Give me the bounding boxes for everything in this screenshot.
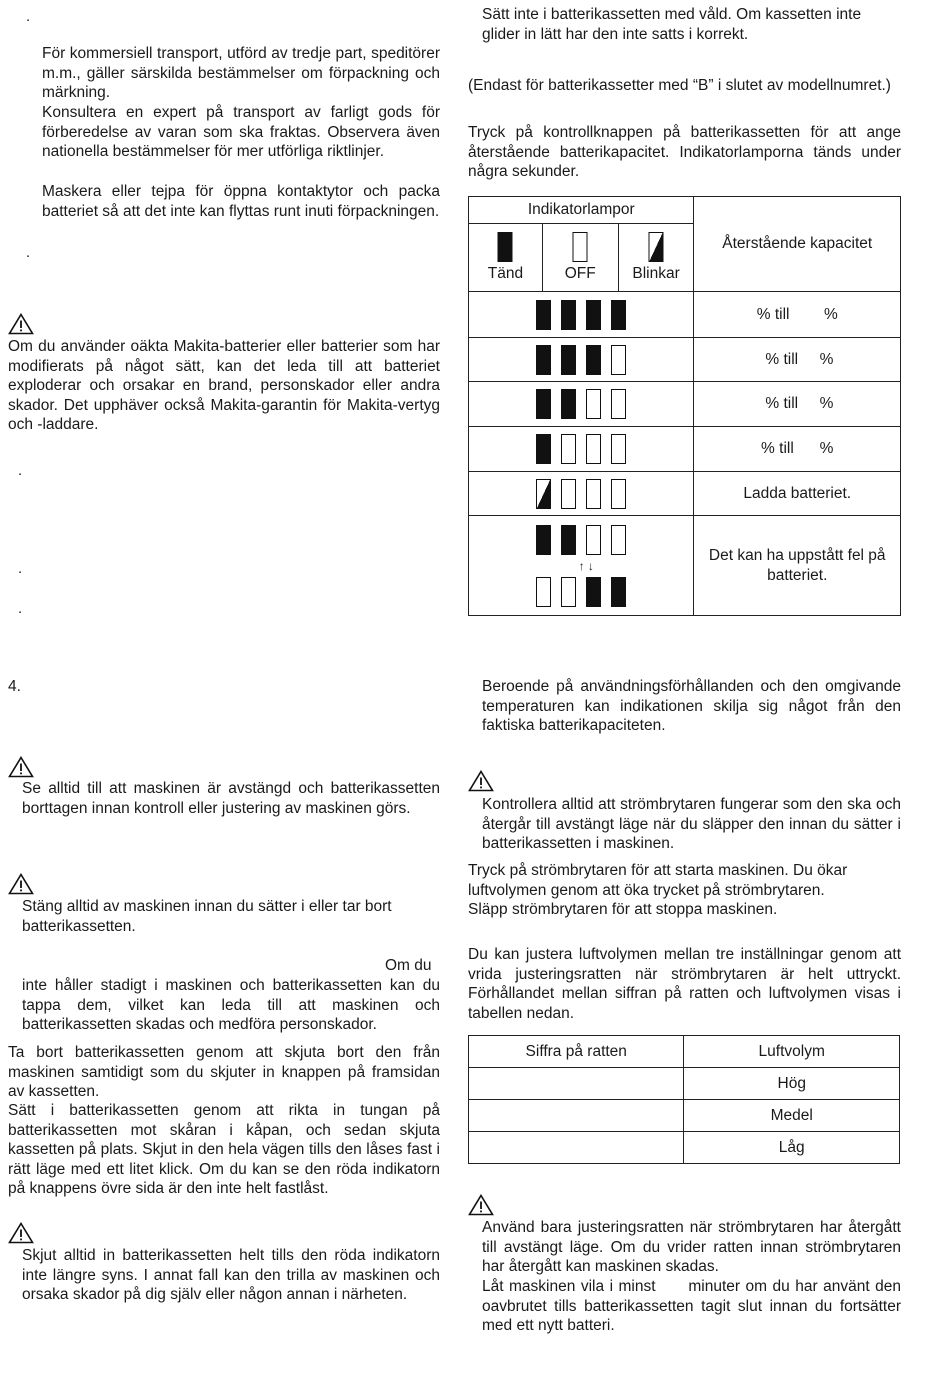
transport-expert-paragraph: Konsultera en expert på transport av farligt gods för förberedelse av varan som ska fraktas. Observera även nationella bestämmelser för mer utförliga riktlinjer. [42,104,440,161]
lamp-on-icon [536,525,551,555]
bullet-dot: . [26,244,31,261]
no-force-note: Sätt inte i batterikassetten med våld. Om kassetten inte glider in lätt har den inte satts i korrekt. [482,6,862,43]
alternating-arrows: ↑ ↓ [578,558,594,573]
charge-battery-text: Ladda batteriet. [694,472,901,516]
check-capacity-text: Tryck på kontrollknappen på batterikassetten för att ange återstående batterikapacitet. Indikatorlamporna tänds under några sekunder. [468,124,901,181]
stop-machine-text: Släpp strömbrytaren för att stoppa maskinen. [468,901,778,918]
warning-triangle-icon [468,770,494,792]
lamp-pattern [469,382,694,427]
capacity-range: % till % [694,427,901,472]
lamp-on-icon [611,577,626,607]
lamp-on-icon [561,300,576,330]
start-machine-text: Tryck på strömbrytaren för att starta maskinen. Du ökar luftvolymen genom att öka trycket på strömbrytaren. [468,862,848,899]
air-volume-cell: Hög [684,1068,900,1100]
genuine-battery-warning: Om du använder oäkta Makita-batterier eller batterier som har modifierats på något sätt, kan det leda till att batteriet exploderar och orsakar en brand, personskador eller andra skador. Det upphäver också Makita-garantin för Makita-vertyg och -laddare. [8,338,440,434]
indicator-header: Indikatorlampor [469,197,694,224]
lamp-on-icon [498,232,513,262]
lamp-off-icon [561,434,576,464]
battery-fault-text: Det kan ha uppstått fel på batteriet. [694,516,901,616]
legend-label: OFF [564,265,596,282]
legend-off [542,224,618,292]
lamp-blinking-icon [536,479,551,509]
hold-firmly-lead: Om du [385,957,432,974]
air-volume-header: Luftvolym [684,1036,900,1068]
rest-machine-text: Låt maskinen vila i minst minuter om du har använt den oavbrutet tills batterikassetten tagit slut innan du fortsätter med ett nytt batteri. [482,1278,906,1335]
lamp-on-icon [586,577,601,607]
lamp-off-icon [573,232,588,262]
lamp-off-icon [561,577,576,607]
section-number: 4. [8,678,21,695]
capacity-range: % till % [694,338,901,382]
lamp-off-icon [586,479,601,509]
lamp-off-icon [611,479,626,509]
lamp-off-icon [561,479,576,509]
lamp-on-icon [536,389,551,419]
air-volume-cell: Medel [684,1100,900,1132]
lamp-pattern-fault [469,516,694,616]
lamp-blinking-icon [649,232,664,262]
legend-label: Tänd [487,265,524,282]
remove-battery-text: Ta bort batterikassetten genom att skjuta bort den från maskinen samtidigt som du skjuter in knappen på framsidan av kassetten. [8,1044,440,1101]
bullet-dot: . [18,462,23,479]
lamp-off-icon [611,389,626,419]
lamp-pattern [469,427,694,472]
conditions-note: Beroende på användningsförhållanden och den omgivande temperaturen kan indikationen skilja sig något från den faktiska batterikapaciteten. [482,678,901,735]
dial-number-cell [469,1068,684,1100]
capacity-range: % till % [694,292,901,338]
dial-number-cell [469,1132,684,1164]
warning-triangle-icon [8,313,34,335]
caution-switch-off-before-insert: Stäng alltid av maskinen innan du sätter i eller tar bort batterikassetten. [22,898,392,935]
air-volume-table [468,1035,900,1164]
dial-number-header: Siffra på ratten [469,1036,684,1068]
warning-triangle-icon [8,1222,34,1244]
lamp-on-icon [586,345,601,375]
lamp-off-icon [586,389,601,419]
bullet-dot: . [18,600,23,617]
transport-rule-paragraph: För kommersiell transport, utförd av tredje part, speditörer m.m., gäller särskilda bestämmelser om förpackning och märkning. [42,45,440,102]
lamp-on-icon [561,525,576,555]
lamp-on-icon [586,300,601,330]
air-volume-cell: Låg [684,1132,900,1164]
lamp-on-icon [536,300,551,330]
lamp-pattern [469,292,694,338]
caution-push-fully-in: Skjut alltid in batterikassetten helt tills den röda indikatorn inte längre syns. I annat fall kan den trilla av maskinen och orsaka skador på dig själv eller någon annan i närheten. [22,1247,440,1304]
lamp-off-icon [536,577,551,607]
warning-triangle-icon [8,756,34,778]
capacity-range: % till % [694,382,901,427]
lamp-off-icon [586,434,601,464]
lamp-on-icon [536,434,551,464]
caution-dial-use: Använd bara justeringsratten när strömbrytaren har återgått till avstängt läge. Om du vrider ratten innan strömbrytaren har återgått kan maskinen skadas. [482,1219,901,1276]
legend-on [469,224,543,292]
lamp-off-icon [611,345,626,375]
bullet-dot: . [26,8,31,25]
lamp-off-icon [611,434,626,464]
lamp-off-icon [611,525,626,555]
dial-adjust-text: Du kan justera luftvolymen mellan tre inställningar genom att vrida justeringsratten när strömbrytaren är helt uttryckt. Förhållandet mellan siffran på ratten och luftvolymen visas i tabellen nedan. [468,946,901,1022]
lamp-on-icon [536,345,551,375]
insert-battery-text: Sätt i batterikassetten genom att rikta in tungan på batterikassetten mot skåran i kåpan, och sedan skjuta kassetten på plats. Skjut in den hela vägen tills den låses fast i rätt läge med ett litet klick. Om du kan se den röda indikatorn på knappens övre sida är den inte helt fastlåst. [8,1102,440,1198]
warning-triangle-icon [468,1194,494,1216]
legend-label: Blinkar [632,265,680,282]
lamp-pattern [469,472,694,516]
warning-triangle-icon [8,873,34,895]
transport-packing-paragraph: Maskera eller tejpa för öppna kontaktytor och packa batteriet så att det inte kan flyttas runt inuti förpackningen. [42,183,440,220]
b-models-note: (Endast för batterikassetter med “B” i slutet av modellnumret.) [468,77,891,94]
lamp-on-icon [561,389,576,419]
hold-firmly-text: inte håller stadigt i maskinen och batterikassetten kan du tappa dem, vilket kan leda till att maskinen och batterikassetten skadas och medföra personskador. [22,977,440,1034]
bullet-dot: . [18,560,23,577]
lamp-on-icon [611,300,626,330]
caution-trigger-check: Kontrollera alltid att strömbrytaren fungerar som den ska och återgår till avstängt läge när du släpper den innan du sätter i batterikassetten i maskinen. [482,796,901,853]
dial-number-cell [469,1100,684,1132]
lamp-off-icon [586,525,601,555]
lamp-pattern [469,338,694,382]
remaining-capacity-header: Återstående kapacitet [694,197,901,292]
indicator-lamp-table [468,196,901,616]
caution-switch-off-before-check: Se alltid till att maskinen är avstängd och batterikassetten borttagen innan kontroll eller justering av maskinen görs. [22,780,440,817]
lamp-on-icon [561,345,576,375]
legend-blink [618,224,694,292]
